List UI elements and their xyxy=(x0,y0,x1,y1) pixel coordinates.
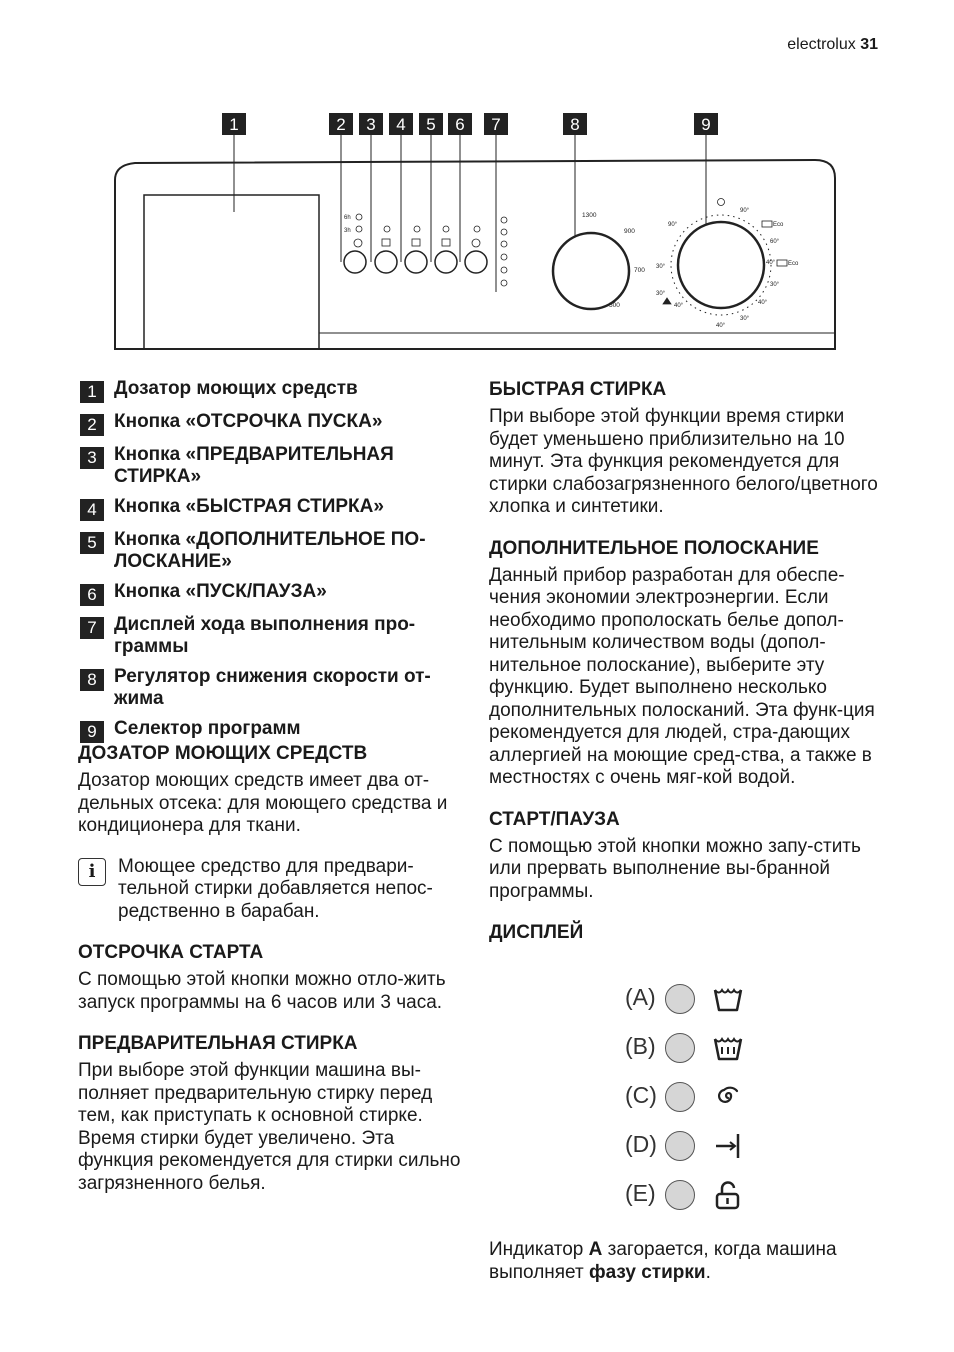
temp-label-9: 40° xyxy=(674,303,684,309)
legend-item xyxy=(80,411,470,436)
unlocked-padlock-icon xyxy=(712,1180,744,1210)
diagram-label-6: 6 xyxy=(455,115,465,134)
temp-label-11: 90° xyxy=(668,222,678,228)
prewash-tub-icon xyxy=(712,1033,744,1063)
legend-text: Дозатор моющих средств xyxy=(114,378,358,399)
legend-item xyxy=(80,496,470,521)
dispenser-text: Дозатор моющих средств имеет два от-дельных отсека: для моющего средства и кондиционера для ткани. xyxy=(78,770,448,836)
prewash-text: При выборе этой функции машина вы-полняет предварительную стирку перед тем, как приступать к основной стирке. Время стирки будет увеличено. Эта функция рекомендуется для стирки сильно загрязненного белья. xyxy=(78,1060,461,1194)
diagram-label-9: 9 xyxy=(701,115,711,134)
info-note xyxy=(78,856,473,924)
footer-text-part: . xyxy=(705,1261,711,1283)
delay-text: С помощью этой кнопки можно отло-жить запуск программы на 6 часов или 3 часа. xyxy=(78,969,446,1013)
footer-bold-part: фазу стирки xyxy=(588,1261,706,1283)
footer-text-part: Индикатор xyxy=(489,1239,589,1260)
legend-text: Кнопка «БЫСТРАЯ СТИРКА» xyxy=(114,496,384,517)
end-arrow-icon xyxy=(712,1131,744,1161)
diagram-label-2: 2 xyxy=(336,115,346,134)
temp-label-2: 60° xyxy=(770,239,780,245)
delay-6h-label: 6h xyxy=(344,215,351,221)
legend-number: 5 xyxy=(80,532,104,554)
diagram-label-7: 7 xyxy=(491,115,501,134)
page-number: 31 xyxy=(860,36,878,53)
footer-bold-part: A xyxy=(588,1239,603,1260)
dispenser-drawer xyxy=(144,195,319,349)
indicator-led xyxy=(665,1033,695,1063)
prewash-heading: ПРЕДВАРИТЕЛЬНАЯ СТИРКА xyxy=(78,1033,358,1054)
temp-label-8: 30° xyxy=(656,264,666,270)
legend-item xyxy=(80,666,470,710)
legend-number: 1 xyxy=(80,381,104,403)
legend-number: 2 xyxy=(80,414,104,436)
legend-text: Дисплей хода выполнения про-граммы xyxy=(114,614,416,657)
display-heading: ДИСПЛЕЙ xyxy=(489,922,584,943)
delay-heading: ОТСРОЧКА СТАРТА xyxy=(78,942,264,963)
legend-number: 9 xyxy=(80,721,104,743)
temp-label-3: 40° xyxy=(766,260,776,266)
display-row-b xyxy=(620,1033,760,1063)
spin-1300: 1300 xyxy=(582,212,597,219)
diagram-label-3: 3 xyxy=(366,115,376,134)
footer-note xyxy=(489,1239,889,1302)
legend-item xyxy=(80,378,470,403)
legend-number: 7 xyxy=(80,617,104,639)
spin-spiral-icon xyxy=(712,1082,744,1112)
indicator-led xyxy=(665,1131,695,1161)
extra-rinse-button xyxy=(435,251,457,273)
indicator-label: (C) xyxy=(625,1082,657,1108)
temp-label-7: 40° xyxy=(716,323,726,329)
legend-text: Кнопка «ДОПОЛНИТЕЛЬНОЕ ПО-ЛОСКАНИЕ» xyxy=(114,529,426,572)
legend-number: 6 xyxy=(80,584,104,606)
legend-item xyxy=(80,529,470,573)
indicator-led xyxy=(665,984,695,1014)
diagram-label-8: 8 xyxy=(570,115,580,134)
wash-tub-icon xyxy=(712,984,744,1014)
legend-item xyxy=(80,444,470,488)
eco-label-1: Eco xyxy=(773,222,784,228)
display-row-e xyxy=(620,1180,760,1210)
legend-number: 3 xyxy=(80,447,104,469)
legend-list xyxy=(80,378,470,751)
display-row-c xyxy=(620,1082,760,1112)
delay-3h-label: 3h xyxy=(344,228,351,234)
legend-text: Регулятор снижения скорости от-жима xyxy=(114,666,431,709)
footer-text-part: загорается, когда машина выполняет xyxy=(489,1239,837,1283)
indicator-label: (A) xyxy=(625,984,656,1010)
display-row-a xyxy=(620,984,760,1014)
spin-500: 500 xyxy=(609,302,620,309)
legend-item xyxy=(80,718,470,743)
legend-text: Кнопка «ПРЕДВАРИТЕЛЬНАЯ СТИРКА» xyxy=(114,444,394,487)
left-column xyxy=(78,742,473,1213)
program-selector-dial xyxy=(678,222,764,308)
indicator-label: (E) xyxy=(625,1180,656,1206)
indicator-label: (D) xyxy=(625,1131,657,1157)
delay-button xyxy=(344,251,366,273)
legend-text: Селектор программ xyxy=(114,718,301,739)
quick-wash-button xyxy=(405,251,427,273)
brand-name: electrolux xyxy=(787,36,856,53)
indicator-led xyxy=(665,1180,695,1210)
spin-speed-dial xyxy=(553,233,629,309)
legend-number: 8 xyxy=(80,669,104,691)
legend-item xyxy=(80,581,470,606)
dispenser-heading: ДОЗАТОР МОЮЩИХ СРЕДСТВ xyxy=(78,743,368,764)
info-icon: i xyxy=(78,858,106,886)
legend-item xyxy=(80,614,470,658)
temp-label-10: 30° xyxy=(656,291,666,297)
prewash-button xyxy=(375,251,397,273)
spin-700: 700 xyxy=(634,267,645,274)
legend-number: 4 xyxy=(80,499,104,521)
right-column xyxy=(489,378,884,949)
temp-label-1: 90° xyxy=(740,208,750,214)
temp-label-4: 30° xyxy=(770,282,780,288)
info-note-text: Моющее средство для предвари-тельной стирки добавляется непос-редственно в барабан. xyxy=(118,855,433,922)
quick-wash-heading: БЫСТРАЯ СТИРКА xyxy=(489,379,667,400)
spin-900: 900 xyxy=(624,228,635,235)
indicator-led xyxy=(665,1082,695,1112)
quick-wash-text: При выборе этой функции время стирки будет уменьшено приблизительно на 10 минут. Эта функция рекомендуется для стирки слабозагрязненного белого/цветного хлопка и синтетики. xyxy=(489,406,878,517)
temp-label-6: 30° xyxy=(740,316,750,322)
legend-text: Кнопка «ПУСК/ПАУЗА» xyxy=(114,581,327,602)
control-panel-diagram xyxy=(0,0,954,360)
indicator-a-text xyxy=(489,1239,889,1284)
indicator-label: (B) xyxy=(625,1033,656,1059)
diagram-label-1: 1 xyxy=(229,115,239,134)
extra-rinse-text: Данный прибор разработан для обеспе-чения экономии электроэнергии. Если необходимо прополоскать белье допол-нительным количеством воды (допол-нительное полоскание), выберите эту функцию. Будет выполнено несколько дополнительных полосканий. Эта функ-ция рекомендуется для людей, стра-дающих аллергией на моющие сред-ства, а также в местностях с очень мяг-кой водой. xyxy=(489,564,875,788)
extra-rinse-heading: ДОПОЛНИТЕЛЬНОЕ ПОЛОСКАНИЕ xyxy=(489,537,819,559)
start-pause-text: С помощью этой кнопки можно запу-стить или прервать выполнение вы-бранной программы. xyxy=(489,835,861,902)
start-pause-heading: СТАРТ/ПАУЗА xyxy=(489,808,620,830)
start-pause-button xyxy=(465,251,487,273)
temp-label-5: 40° xyxy=(758,300,768,306)
legend-text: Кнопка «ОТСРОЧКА ПУСКА» xyxy=(114,411,383,432)
display-row-d xyxy=(620,1131,760,1161)
diagram-label-5: 5 xyxy=(426,115,436,134)
eco-label-2: Eco xyxy=(788,261,799,267)
diagram-label-4: 4 xyxy=(396,115,406,134)
